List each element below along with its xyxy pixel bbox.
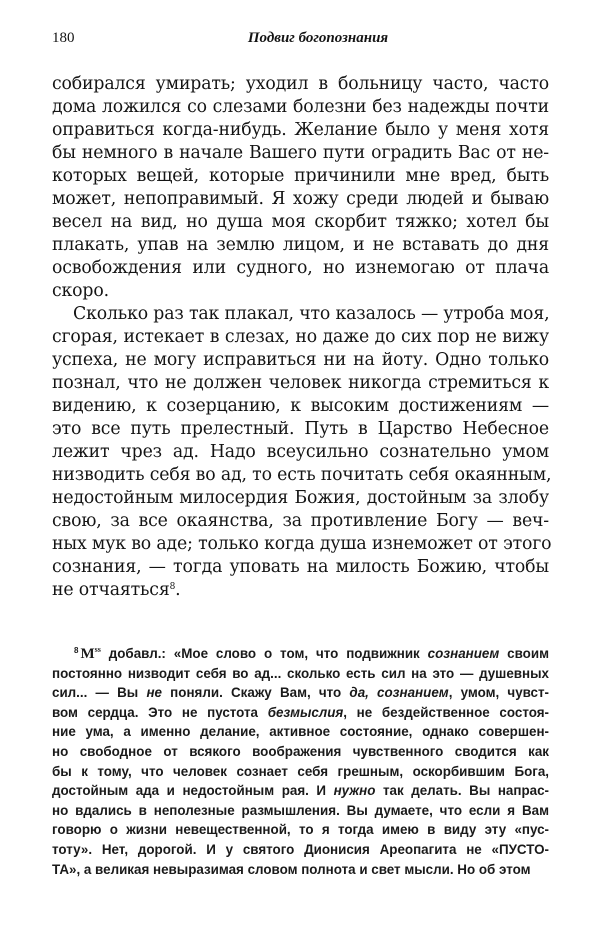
footnote — [52, 644, 549, 879]
text-line: которых вещей, которые причинили мне вред, быть — [52, 166, 549, 186]
footnote-marker: 8 — [74, 646, 79, 655]
footnote-line — [52, 703, 549, 723]
main-text-body — [52, 73, 552, 602]
footnote-text: тоту». Нет, дорогой. И у святого Дионисия Ареопагита не «ПУСТО- — [52, 841, 549, 857]
text-line: успеха, не могу исправиться ни на йоту. Одно только — [52, 350, 549, 370]
text-line: весел на вид, но душа моя скорбит тяжко; хотел бы — [52, 212, 549, 232]
text-line: может, непоправимый. Я хожу среди людей и бываю — [52, 189, 549, 209]
text-line: бы немного в начале Вашего пути оградить Вас от не- — [52, 143, 549, 163]
footnote-line — [52, 801, 549, 821]
text-line: ных мук во аде; только когда душа изнеможет от этого — [52, 534, 552, 554]
text-line: познал, что не должен человек никогда стремиться к — [52, 373, 549, 393]
text-line: сгорая, истекает в слезах, но даже до сих пор не вижу — [52, 327, 549, 347]
footnote-text: добавл.: «Мое слово о том, что подвижник — [100, 646, 428, 661]
text-line: недостойным милосердия Божия, достойным за злобу — [52, 488, 549, 508]
text-line: лежит чрез ад. Надо всеусильно сознательно умом — [52, 442, 549, 462]
footnote-source: $M^{ss}$ — [80, 645, 101, 662]
text-line: видению, к созерцанию, к высоким достижениям — — [52, 396, 549, 416]
emphasis-text: сознанием — [427, 646, 500, 661]
footnote-text: бы к тому, что человек сознает себя грешным, оскорбившим Бога, — [52, 763, 549, 779]
emphasis-text: не — [146, 685, 162, 701]
footnote-text: поняли. Скажу Вам, что — [161, 685, 350, 701]
footnote-reference[interactable]: 8 — [169, 582, 176, 592]
text-line: дома ложился со слезами болезни без надежды почти — [52, 97, 549, 117]
text-line: свою, за все окаянства, за противление Богу — веч- — [52, 511, 549, 531]
footnote-text: ТА», а великая невыразимая словом полнота и свет мысли. Но об этом — [52, 861, 531, 877]
footnote-line — [52, 722, 549, 742]
footnote-line — [52, 860, 549, 880]
text-line: это все путь прелестный. Путь в Царство Небесное — [52, 419, 549, 439]
emphasis-text: безмыслия — [267, 704, 344, 720]
footnote-text: , не бездейственное состоя- — [343, 704, 549, 720]
footnote-text: так делать. Вы напрас- — [375, 783, 549, 799]
footnote-text: сил... — Вы — [52, 685, 147, 701]
emphasis-text: нужно — [333, 783, 376, 799]
text-line: сознания, — тогда уповать на милость Божию, чтобы — [52, 557, 549, 577]
footnote-text: своим — [499, 646, 549, 661]
emphasis-text: да, сознанием — [349, 685, 449, 701]
footnote-line — [52, 781, 549, 801]
footnote-text: вом сердца. Это не пустота — [52, 704, 268, 720]
text-line: освобождения или судного, но изнемогаю от плача — [52, 258, 549, 278]
footnote-line — [52, 820, 549, 840]
footnote-text: постоянно низводит себя во ад... сколько есть сил на это — душевных — [52, 665, 549, 681]
footnote-line — [52, 664, 549, 684]
footnote-text: , умом, чувст- — [448, 685, 550, 701]
page-number: 180 — [52, 30, 75, 46]
footnote-line — [52, 644, 549, 664]
footnote-line — [52, 840, 549, 860]
footnote-text: достойным ада и недостойным рая. И — [52, 783, 334, 799]
text-line: оправиться когда-нибудь. Желание было у меня хотя — [52, 120, 549, 140]
text-line: Сколько раз так плакал, что казалось — утроба моя, — [73, 304, 550, 324]
page-header — [52, 30, 548, 50]
text-line: плакать, упав на землю лицом, и не вставать до дня — [52, 235, 549, 255]
running-title: Подвиг богопознания — [247, 30, 389, 46]
text-line: низводить себя во ад, то есть почитать себя окаянным, — [52, 465, 552, 485]
footnote-text: ние ума, а именно делание, активное состояние, однако совершен- — [52, 724, 549, 740]
footnote-line — [52, 762, 549, 782]
text-line: скоро. — [52, 281, 109, 301]
footnote-text: но вдались в неполезные размышления. Вы думаете, что если я Вам — [52, 802, 549, 818]
footnote-line — [52, 683, 549, 703]
text-line: не отчаяться$^8$. — [52, 580, 181, 600]
footnote-line — [52, 742, 549, 762]
footnote-text: говорю о жизни невещественной, то я тогда имею в виду эту «пус- — [52, 822, 549, 838]
footnote-text: но свободное от всякого воображения чувственного сводится как — [52, 743, 549, 759]
text-line: собирался умирать; уходил в больницу часто, часто — [52, 74, 549, 94]
